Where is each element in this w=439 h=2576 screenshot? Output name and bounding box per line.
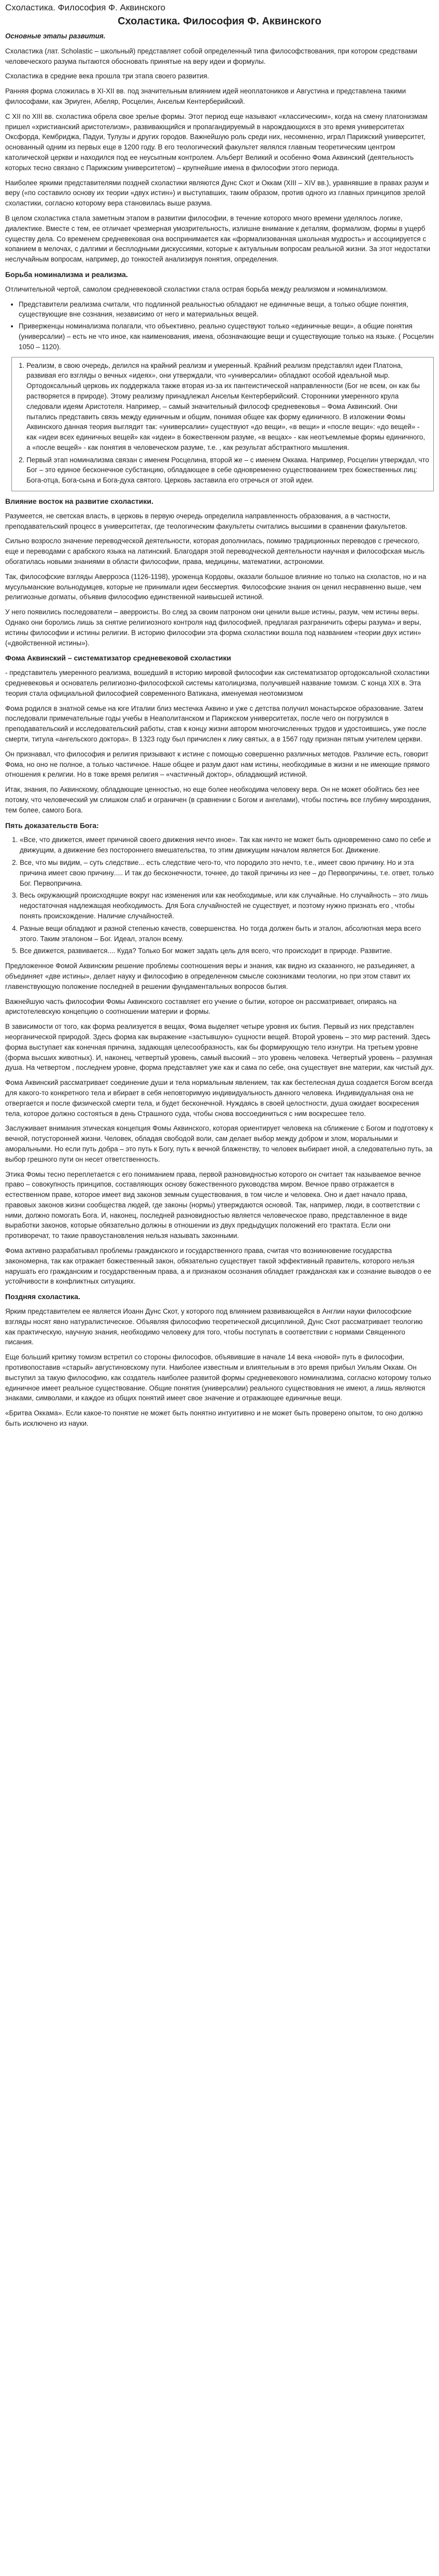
paragraph: В целом схоластика стала заметным этапом в развитии философии, в течение которого много времени уделялось логике, диалектике. Вместе с тем, ее отличает чрезмерная умозрительность, излишне внимание к деталям, формализм, формы в ущерб существу дела. Со временем средневековая она воспринимается как «формализованная школьная мудрость» и ассоциируется с копанием в мелочах, с далгими и бесплодными дискуссиями, которые к актуальным вопросам реальной жизни. За этот недостатки неслучайным вопросам, например, до тонкостей анализируя понятия, определения. [5, 214, 431, 264]
paragraph: «Бритва Оккама». Если какое-то понятие не может быть понятно интуитивно и не может быть проверено опытом, то оно должно быть исключено из науки. [5, 1409, 423, 1428]
paragraph: Наиболее яркими представителями поздней схоластики являются Дунс Скот и Оккам (XIII – XIV вв.), уравнявшие в правах разум и веру («по составило основу их теории «двух истин») и выступавших, таким образом, против одного из главных принципов зрелой схоластики, согласно которому вера становилась выше разума. [5, 178, 429, 208]
window-title: Схоластика. Философия Ф. Аквинского [5, 3, 166, 12]
paragraph: Основные этапы развития. [5, 32, 106, 40]
paragraph: Этика Фомы тесно переплетается с его пониманием права, первой разновидностью которого он считает так называемое вечное право – совокупность принципов, составляющих основу божественного руководства миром. Вечное право отражается в естественном праве, которое имеет вид законов земным существования, в том числе и человека. Оно и дает начало права, правовых законов жизни сообщества людей, где законы (нормы) утверждаются основой. Так, например, люди, в соответствии с ними, должно помогать Бога. И, наконец, последней разновидностью является человеческое право, представленное в виде выработки законов, которые обязательно должны в отношении из двух предыдущих положений его трактата. Если они противоречат, то такие правоустановления нельзя называть законными. [5, 1170, 421, 1240]
paragraph: Он признавал, что философия и религия призывают к истине с помощью совершенно различных методов. Различие есть, говорит Фома, но оно не полное, а только частичное. Наше общее и разум дают нам истины, необходимые в жизни и не имеющие прямого отношения к религии. Но в тоже время религия – «частичный доктор», обладающий истиной. [5, 750, 430, 779]
paragraph: С XII по XIII вв. схоластика обрела свое зрелые формы. Этот период еще называют «классическим», когда на смену платонизмам пришел «христианский аристотелизм», развивающийся и пропагандируемый в нарождающихся в это время университетах Оксфорда, Кембриджа, Падуи, Тулузы и других городов. Важнейшую роль среди них, несомненно, играл Парижский университет, основанный одним из первых еще в 1200 году. В его теологический факультет являлся главным теоретическим центром католической церкви и находился под ее неусыпным контролем. Альберт Великий и особенно Фома Аквинский (деятельность которых тесно связано с Парижским университетом) – крупнейшие имена в философии этого периода. [5, 112, 428, 172]
list-item: 2. Все, что мы видим, – суть следствие... есть следствие чего-то, что породило это нечто, т.е., имеет свою причину. Но и эта причина имеет свою причину..... И так до бесконечности, точнее, до такой причины из нее – до Первопричины, т.е. ответ, только Бог. Первопричина. [20, 858, 434, 888]
paragraph: Заслуживает внимания этическая концепция Фомы Аквинского, которая ориентирует человека на сближение с Богом и подготовку к вечной, потусторонней жизни. Человек, обладая свободой воли, сам делает выбор между добром и злом, моральными и аморальными. Но если путь добра – это путь к Богу, путь к вечной блаженству, то человек выбирает иной, а следовательно путь, за выбор грешного пути он несет ответственность. [5, 1124, 433, 1163]
paragraph: Фома активно разрабатывал проблемы гражданского и государственного права, считая что возникновение государства закономерна, так как отражает божественный закон, обязательно существует такой эффективный правитель, которого нельзя нарушать его гражданским и государственным права, а и признаком осознания обладает гражданская как и сознание выводов о ее устойчивости в конфликтных ситуациях. [5, 1247, 432, 1286]
section-heading: Поздняя схоластика. [5, 1292, 80, 1301]
section-heading: Фома Аквинский – систематизатор средневековой схоластики [5, 654, 231, 663]
list-item: 3. Весь окружающий происходящие вокруг нас изменения или как необходимые, или как случайные. Но случайность – это лишь недостаточная надлежащая необходимость. Для Бога случайностей не существует, и поэтому нужно признать его , чтобы понять происхождение. Наличие случайностей. [20, 890, 434, 921]
paragraph: Важнейшую часть философии Фомы Аквинского составляет его учение о бытии, которое он рассматривает, опираясь на аристотелевскую концепцию о соотношении материи и формы. [5, 997, 397, 1016]
list-item: 4. Разные вещи обладают и разной степенью качеств, совершенства. Но тогда должен быть и эталон, абсолютная мера всего этого. Таким эталоном – Бог. Идеал, эталон всему. [20, 924, 434, 944]
bullet-list [5, 299, 434, 352]
paragraph: У него появились последователи – аверроисты. Во след за своим патроном они ценили выше истины, разум, чем истины веры. Однако они боролись лишь за снятие религиозного контроля над философией, предлагая разграничить сферы разума» и веры, истины философии и истины религии. В историю философии эта форма схоластики вошла под названием «теории двух истин» («двойственной истины»). [5, 608, 421, 647]
list-item: • Приверженцы номинализма полагали, что объективно, реально существуют только «единичные вещи», а общие понятия (универсалии) – есть не что иное, как наименования, имена, обозначающие вещи и существующие только на языке. ( Росцелин 1050 – 1120). [19, 321, 434, 352]
paragraph: Схоластика (лат. Scholastic – школьный) представляет собой определенный типа философствования, при котором средствами человеческого разума пытаются обосновать принятые на веру идеи и формулы. [5, 47, 417, 65]
paragraph: Так, философские взгляды Аверроэса (1126-1198), уроженца Кордовы, оказали большое влияние но только на схоластов, но и на мусульманские вольнодумцев, которые не принимали идеи бессмертия. Философские знания он ценил несравненно выше, чем религиозные догматы, объявив философию единственной наивысшей истиной. [5, 572, 427, 601]
paragraph: Фома Аквинский рассматривает соединение души и тела нормальным явлением, так как бестелесная душа создается Богом всегда для какого-то конкретного тела и вбирает в себя неповторимую индивидуальность данного человека. Индивидуальная она не отвергается и после физической смерти тела, и будет бесконечной. Нуждаясь в своей целостности, душа ожидает воскресения тела, которое должно состояться в день Страшного суда, чтобы снова воссоединиться с ним воскресшее тело. [5, 1079, 433, 1118]
list-item: 1. «Все, что движется, имеет причиной своего движения нечто иное». Так как ничто не может быть одновременно само по себе и движущим, а движение без постороннего вмешательства, то этим движущим началом является Бог. Движение. [20, 835, 434, 856]
section-heading: Борьба номинализма и реализма. [5, 270, 128, 279]
list-item: 1. Реализм, в свою очередь, делился на крайний реализм и умеренный. Крайний реализм представлял идеи Платона, развивая его взгляды о вечных «идеях», они утверждали, что «универсалии» обладают особой идеальной мыр. Ортодоксальный церковь их поддержала также вторая из-за их пантеистической направленности (Бог не всем, он как бы растворяется в природе). Этому реализму принадлежал Ансельм Кентерберийский. Сторонники умеренного крула следовали идеям Аристотеля. Например, – самый значительный философ средневековья – Фома Аквинский. Они пытались представить связь между единичным и общим, понимая общее как форму единичного. В изложении Фомы Аквинского данная теория выглядит так: «универсалии» существуют «до вещи», «в вещи» и «после вещи»: «до вещей» - как «идеи всех единичных вещей» как «идеи» в божественном разуме, «в вещах» - как неотъемлемые формы единичного, а «после вещей» - как понятия в человеческом разуме, т.е. , как результат абстрактного мышления. [26, 361, 429, 453]
article-content [5, 31, 434, 1429]
paragraph: Сильно возросло значение переводческой деятельности, которая дополнилась, помимо традиционных переводов с греческого, еще и переводами с арабского языка на латинский. Благодаря этой переводческой деятельности научная и философская мысль обогатилась новыми знаниями в области философии, права, медицины, математики, астрономии. [5, 537, 425, 566]
paragraph: Ранняя форма сложилась в XI-XII вв. под значительным влиянием идей неоплатоников и Августина и представлена такими философами, как Эриуген, Абеляр, Росцелин, Ансельм Кентерберийский. [5, 87, 406, 105]
paragraph: Разумеется, не светская власть, в церковь в первую очередь определила направленность образования, а в частности, преподавательский процесс в университетах, где теологическим факультеты считались высшими в сравнении факультетов. [5, 512, 407, 530]
paragraph: - представитель умеренного реализма, вошедший в историю мировой философии как систематизатор ортодоксальной схоластики средневековья и основатель религиозно-философской системы католицизма, получившей название томизм. С конца XIX в. Эта теория стала официальной философией современного Ватикана, именуемая неотомизмом [5, 669, 430, 697]
paragraph: Предложенное Фомой Аквинским решение проблемы соотношения веры и знания, как видно из сказанного, не разъединяет, а объединяет «две истины», делает науку и философию в определенном смысле союзниками теологии, но при этом ставит их главенствующую положение последней в решении фундаментальных вопросов бытия. [5, 962, 415, 990]
list-item: • Представители реализма считали, что подлинной реальностью обладают не единичные вещи, а только общие понятия, существующие вне сознания, независимо от него и материальных вещей. [19, 299, 434, 320]
paragraph: В зависимости от того, как форма реализуется в вещах, Фома выделяет четыре уровня их бытия. Первый из них представлен неорганической природой. Здесь форма как выражение «застывшую» сущности вещей. Второй уровень – это мир растений. Здесь форма выступает как конечная причина, задающая целесообразность, как бы формирующую тело изнутри. На третьем уровне (форма высших животных). И, наконец, четвертый уровень, самый высокий – это уровень человека. Четвертый уровень – разумная душа. На четвертом , последнем уровне, форма представляет уже как и сама по себе, она существует вне материи, как чистый дух. [5, 1023, 434, 1072]
page-title: Схоластика. Философия Ф. Аквинского [118, 16, 321, 27]
bordered-box [11, 357, 434, 492]
paragraph: Отличительной чертой, самолом средневековой схоластики стала острая борьба между реализмом и номинализмом. [5, 285, 388, 293]
paragraph: Ярким представителем ее является Иоанн Дунс Скот, у которого под влиянием развивающейся в Англии науки философские взгляды носят явно натуралистическое. Объявляя философию теоретической дисциплиной, Дунс Скот рассматривает теологию как практическую, научную знания, необходимо человеку для того, чтобы поступать в соответствии с нормами Священного писания. [5, 1307, 423, 1346]
list-item: 5. Все движется, развивается.... Куда? Только Бог может задать цель для всего, что происходит в природе. Развитие. [20, 946, 434, 956]
paragraph: Фома родился в знатной семье на юге Италии близ местечка Аквино и уже с детства получил монастырское образование. Затем последовали примечательные годы учебы в Неаполитанском и Парижском университетах, после чего он погрузился в преподавательский и исследовательский работы, став к концу жизни автором многочисленных трудов и удостоившись, уже после смерти, титула «ангельского доктора». В 1323 году был причислен к лику святых, а в 1567 году признан пятым учителем церкви. [5, 704, 427, 743]
numbered-list [16, 361, 429, 486]
list-item: 2. Первый этап номинализма связан с именем Росцелина, второй же – с именем Оккама. Например, Росцелин утверждал, что Бог – это единое бесконечное субстанцию, обладающее в себе одновременно существованием трех божественных лиц: Бога-отца, Бога-сына и Бога-духа святого. Церковь заставила его отречься от этой идеи. [26, 455, 429, 486]
numbered-list [5, 835, 434, 956]
section-heading: Пять доказательств Бога: [5, 821, 99, 830]
paragraph: Итак, знания, по Аквинскому, обладающие ценностью, но еще более необходима человеку вера. Он не может обойтись без нее потому, что человеческий ум слишком слаб и ограничен (в сравнении с Богом и ангелами), чтобы постичь все глубину мироздания, тем более, самого Бога. [5, 786, 431, 814]
paragraph: Еще больший критику томизм встретил со стороны философов, объявившие в начале 14 века «новой» путь в философии, противопоставив «старый» августиновскому пути. Наиболее известным и влиятельным в это время прибыл Уильям Оккам. Он выступил за такую философию, как создатель наиболее развитой формы средневекового номинализма, согласно которому только единичное имеет реальное существование. Общие понятия (универсалии) реального существования не имеют, а лишь являются знаками, символами, и каждое из общих понятий имеет свое значение и отражающее единичные вещи. [5, 1353, 431, 1402]
section-heading: Влияние восток на развитие схоластики. [5, 497, 153, 506]
paragraph: Схоластика в средние века прошла три этапа своего развития. [5, 72, 209, 80]
